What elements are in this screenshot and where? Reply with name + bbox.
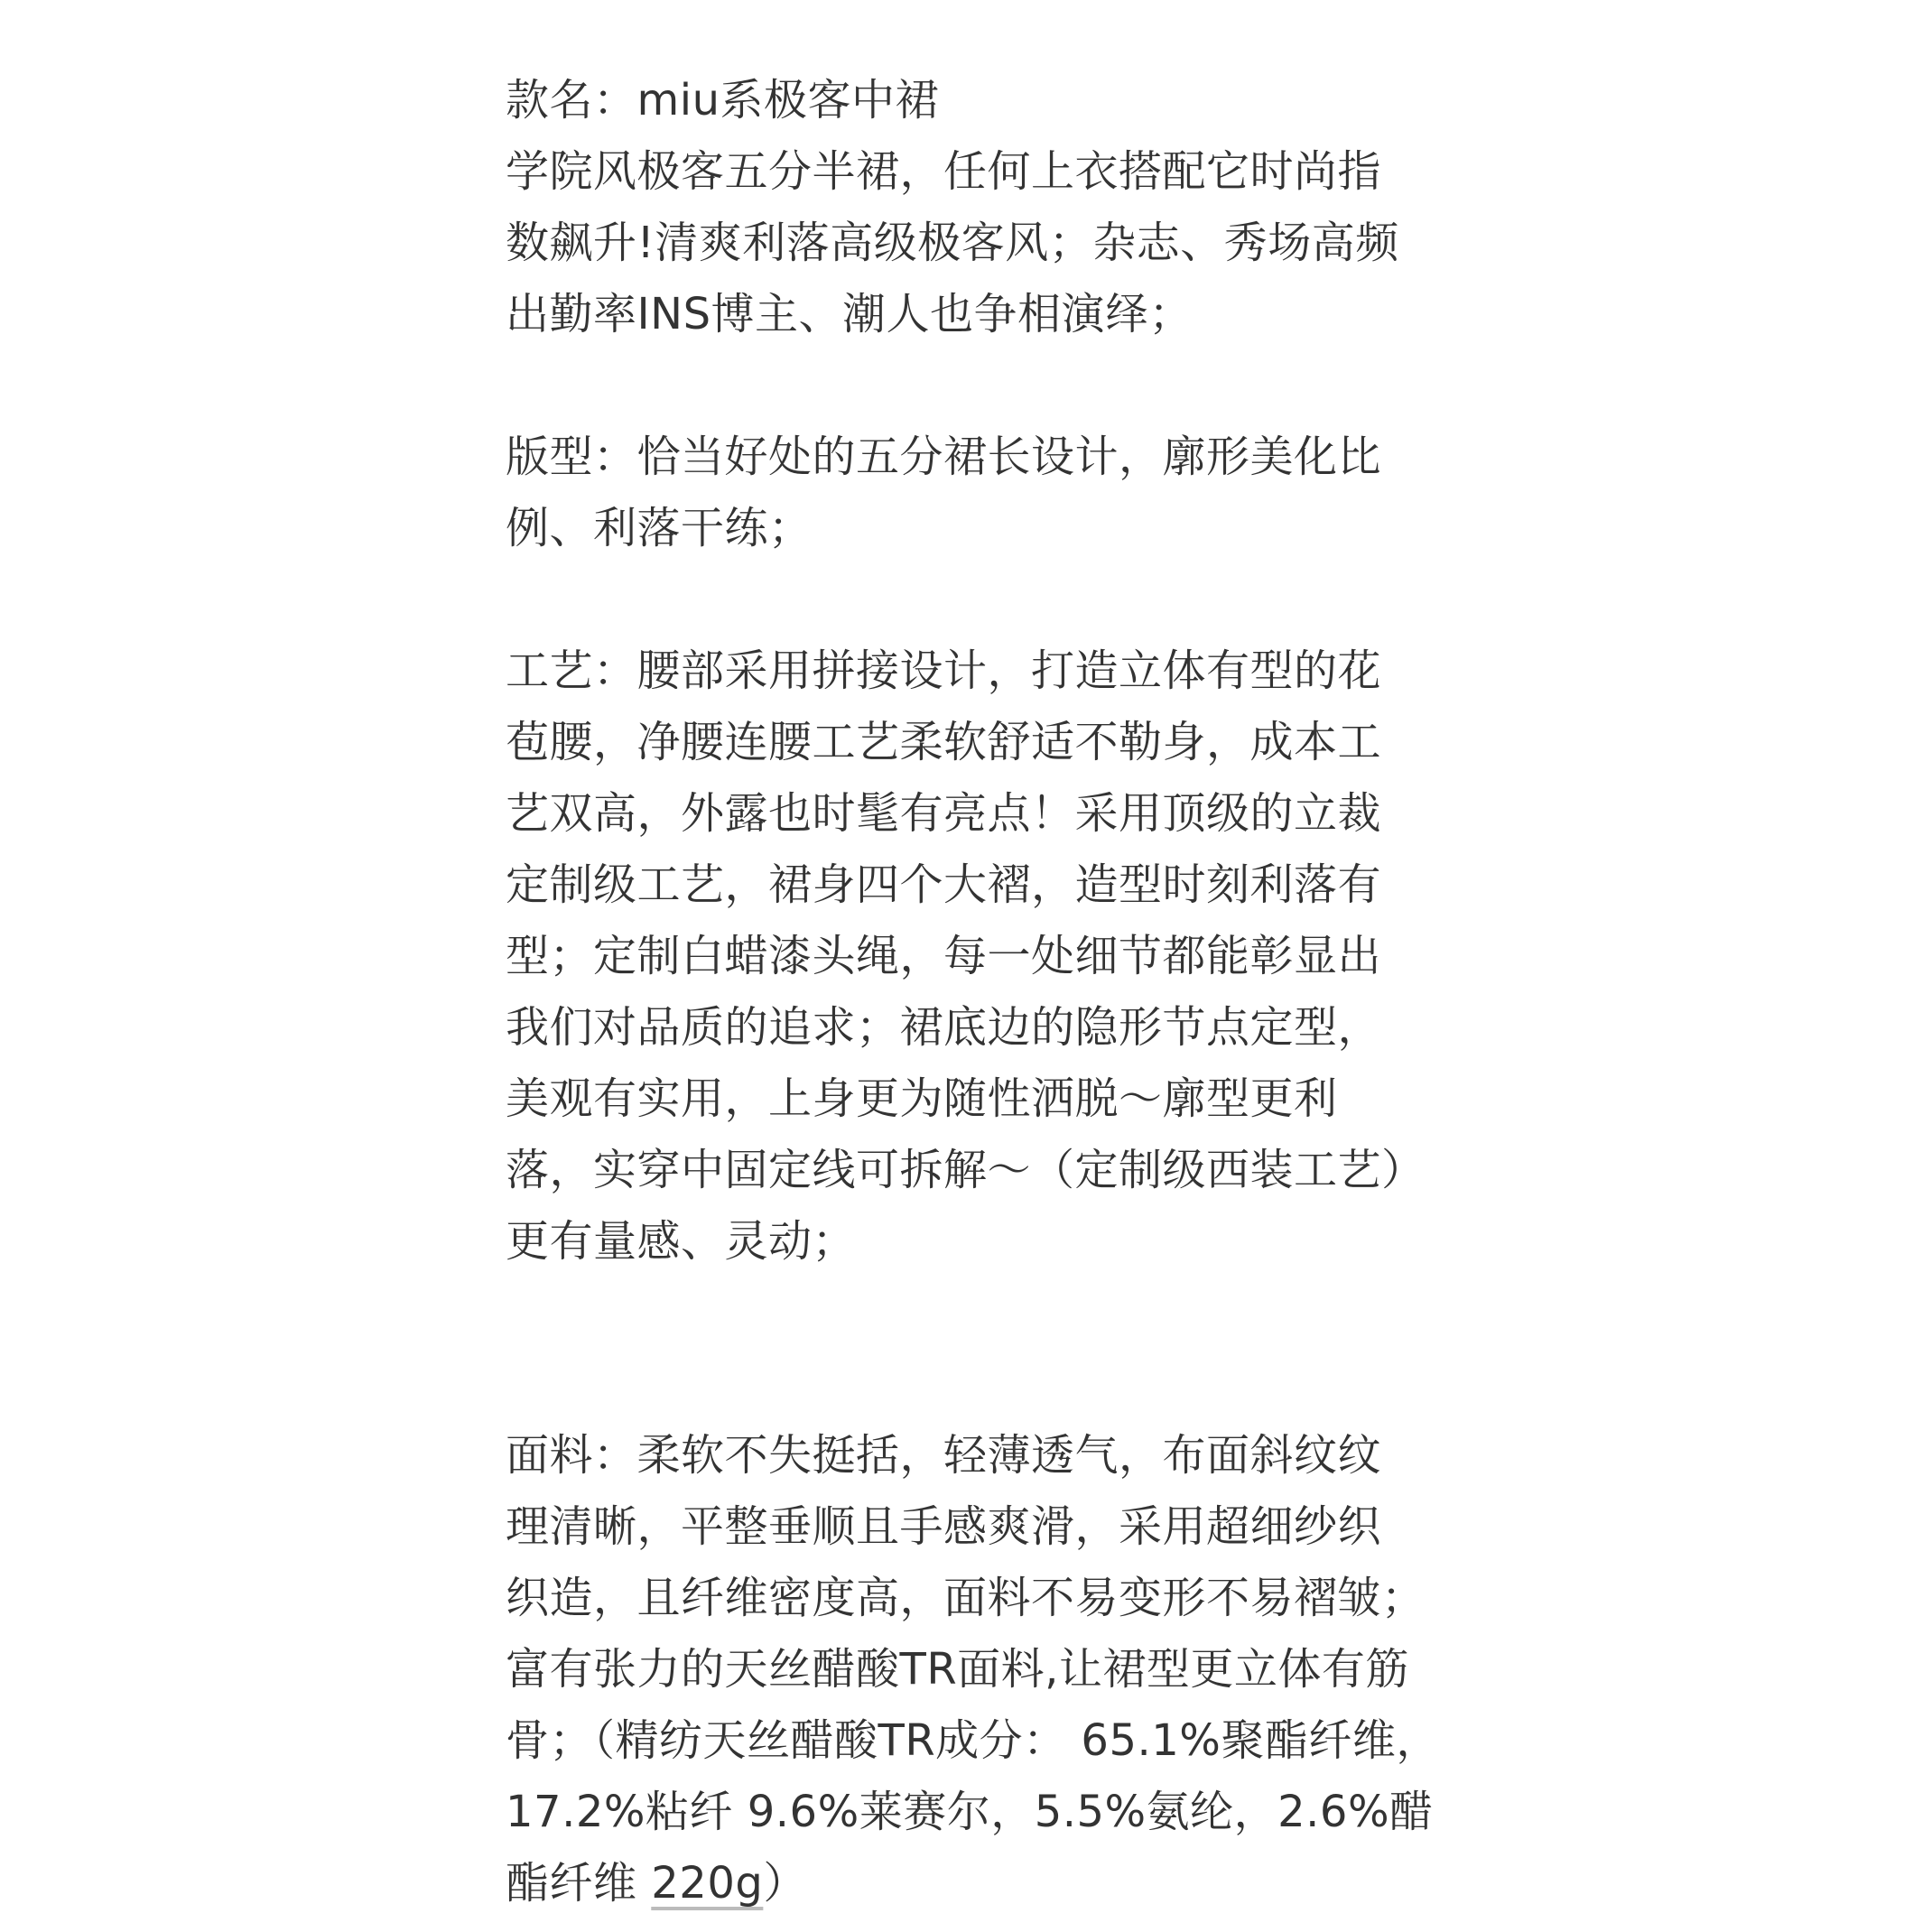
text-line: 更有量感、灵动；	[506, 1216, 857, 1267]
product-description	[506, 65, 1517, 1919]
section-style-name	[506, 65, 1517, 350]
text-line: 例、利落干练；	[506, 503, 813, 553]
text-line: 富有张力的天丝醋酸TR面料,让裙型更立体有筋	[506, 1644, 1409, 1695]
closing-paren: ）	[763, 1858, 807, 1909]
text-line: 面料：柔软不失挺括，轻薄透气，布面斜纹纹	[506, 1430, 1382, 1481]
text-line: 理清晰，平整垂顺且手感爽滑，采用超细纱织	[506, 1501, 1382, 1552]
text-line: 版型：恰当好处的五分裙长设计，廓形美化比	[506, 432, 1382, 482]
paragraph-gap	[506, 350, 1517, 422]
text-line: 艺双高，外露也时髦有亮点！采用顶级的立裁	[506, 788, 1382, 839]
text-line: 数飙升!清爽利落高级极客风；杂志、秀场高频	[506, 218, 1399, 268]
text-line: 美观有实用，上身更为随性洒脱～廓型更利	[506, 1073, 1338, 1124]
text-line: 织造，且纤维密度高，面料不易变形不易褶皱；	[506, 1573, 1426, 1623]
text-line: 定制级工艺，裙身四个大褶，造型时刻利落有	[506, 859, 1382, 910]
section-craft	[506, 636, 1517, 1277]
text-line: 型；定制白蜡漆头绳，每一处细节都能彰显出	[506, 931, 1382, 981]
fabric-weight: 220g	[651, 1858, 764, 1909]
text-line: 款名：miu系极客中裙	[506, 75, 940, 125]
section-fabric	[506, 1420, 1517, 1919]
text-line-start: 酯纤维	[506, 1858, 652, 1909]
paragraph-gap	[506, 564, 1517, 636]
text-line: 落，实穿中固定线可拆解～（定制级西装工艺）	[506, 1145, 1426, 1195]
text-line: 我们对品质的追求；裙底边的隐形节点定型，	[506, 1002, 1382, 1053]
text-line-last	[506, 1848, 1517, 1919]
text-line: 出勤率INS博主、潮人也争相演绎；	[506, 289, 1194, 339]
section-fit	[506, 422, 1517, 564]
text-line: 苞腰，净腰连腰工艺柔软舒适不勒身，成本工	[506, 717, 1382, 767]
paragraph-gap	[506, 1277, 1517, 1420]
text-line: 骨；（精纺天丝醋酸TR成分： 65.1%聚酯纤维，	[506, 1715, 1440, 1766]
text-line: 工艺：腰部采用拼接设计，打造立体有型的花	[506, 646, 1382, 696]
text-line: 学院风极客五分半裙，任何上衣搭配它时尚指	[506, 146, 1382, 197]
text-line: 17.2%粘纤 9.6%莱赛尔，5.5%氨纶，2.6%醋	[506, 1787, 1434, 1837]
